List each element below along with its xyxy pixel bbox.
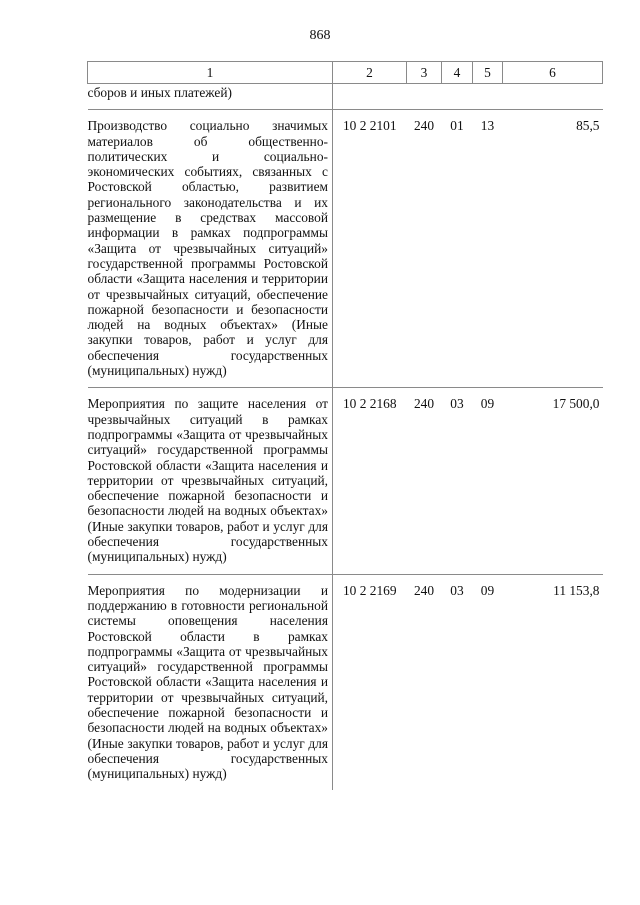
row-target-article: 10 2 2169 bbox=[342, 582, 397, 598]
row-subsection: 13 bbox=[480, 118, 495, 134]
table-row bbox=[88, 574, 603, 781]
row-section: 03 bbox=[450, 396, 464, 412]
header-row bbox=[88, 62, 603, 84]
row-name: Мероприятия по защите населения от чрезвычайных ситуаций в рамках подпрограммы «Защита от чрезвычайных ситуаций» государственной программы Ростовской области «Защита населения и территории от чрезвычайных ситуаций, обеспечение пожарной безопасности и безопасности людей на водных объектах» (Иные закупки товаров, работ и услуг для обеспечения государственных (муниципальных) нужд) bbox=[88, 388, 333, 565]
table-row bbox=[88, 388, 603, 565]
row-target-article: 10 2 2168 bbox=[342, 396, 397, 412]
table-row bbox=[88, 110, 603, 379]
continuation-row bbox=[88, 84, 603, 101]
table-body bbox=[88, 84, 603, 791]
header-col-3: 3 bbox=[407, 62, 442, 84]
row-name: Производство социально значимых материалов об общественно-политических и социально-экономических событиях, связанных с Ростовской областью, развитием регионального законодательства и их размещение в средствах массовой информации в рамках подпрограммы «Защита от чрезвычайных ситуаций» государственной программы Ростовской области «Защита населения и территории от чрезвычайных ситуаций, обеспечение пожарной безопасности и безопасности людей на водных объектах» (Иные закупки товаров, работ и услуг для обеспечения государственных (муниципальных) нужд) bbox=[88, 110, 333, 379]
row-subsection: 09 bbox=[480, 396, 495, 412]
row-amount: 11 153,8 bbox=[553, 582, 600, 598]
row-name: Мероприятия по модернизации и поддержанию в готовности региональной системы оповещения населения Ростовской области в рамках подпрограммы «Защита от чрезвычайных ситуаций» государственной программы Ростовской области «Защита населения и территории от чрезвычайных ситуаций, обеспечение пожарной безопасности и безопасности людей на водных объектах» (Иные закупки товаров, работ и услуг для обеспечения государственных (муниципальных) нужд) bbox=[88, 574, 333, 781]
page-number: 868 bbox=[309, 28, 331, 43]
row-amount: 17 500,0 bbox=[552, 396, 600, 412]
header-col-5: 5 bbox=[473, 62, 503, 84]
header-col-2: 2 bbox=[333, 62, 407, 84]
table-header bbox=[88, 62, 603, 84]
row-expense-type: 240 bbox=[413, 582, 435, 598]
budget-table bbox=[87, 61, 603, 790]
row-section: 03 bbox=[450, 582, 464, 598]
row-target-article: 10 2 2101 bbox=[342, 118, 397, 134]
row-expense-type: 240 bbox=[413, 118, 435, 134]
header-col-4: 4 bbox=[442, 62, 473, 84]
row-section: 01 bbox=[450, 118, 464, 134]
continuation-text: сборов и иных платежей) bbox=[88, 84, 333, 101]
row-amount: 85,5 bbox=[576, 118, 600, 134]
row-expense-type: 240 bbox=[413, 396, 435, 412]
header-col-1: 1 bbox=[88, 62, 333, 84]
row-subsection: 09 bbox=[480, 582, 495, 598]
header-col-6: 6 bbox=[503, 62, 603, 84]
